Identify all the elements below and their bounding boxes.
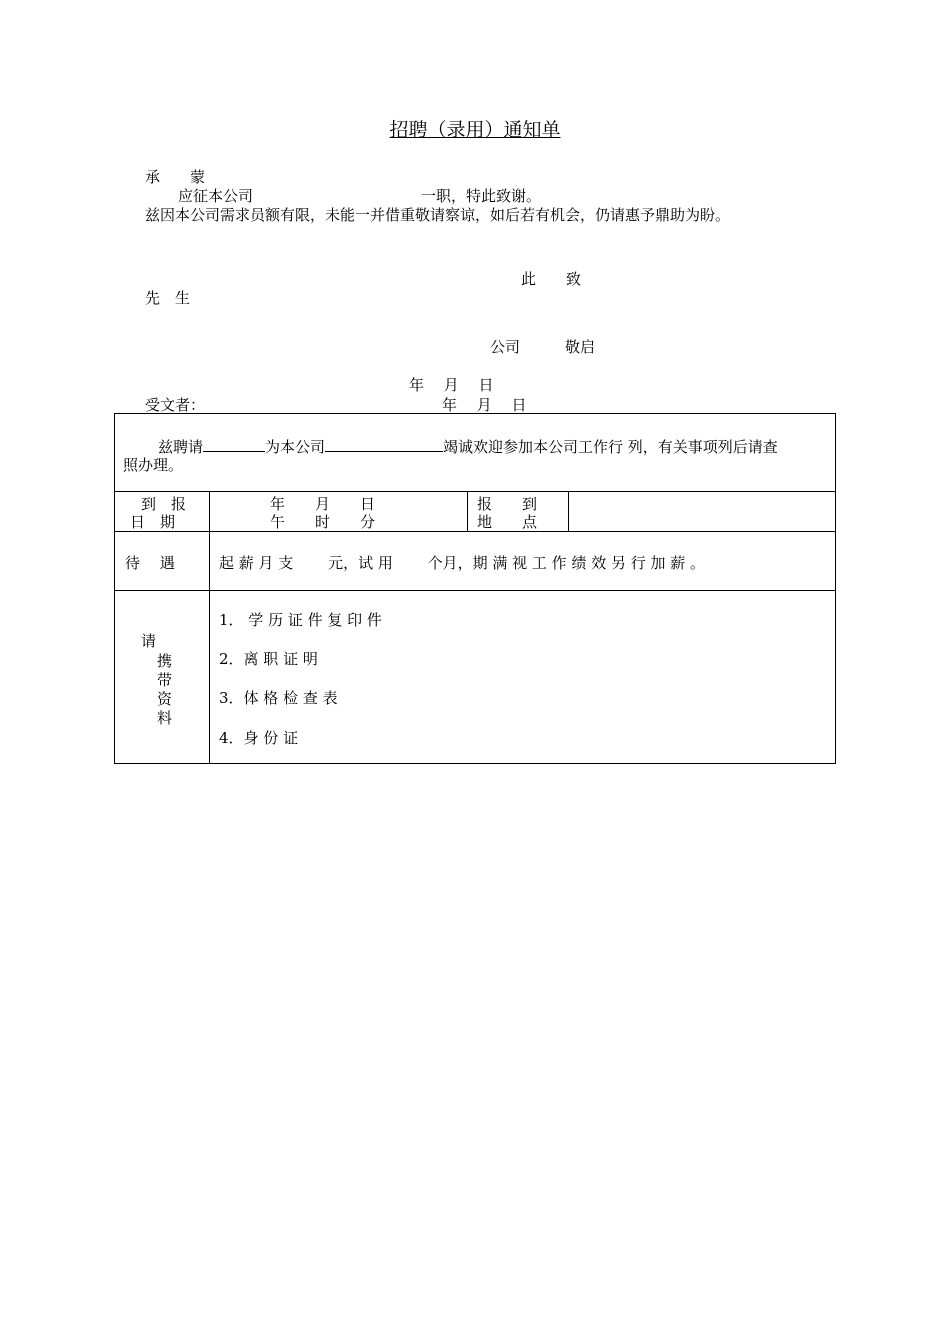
addressee: 先 生 bbox=[145, 289, 191, 307]
report-date-value-1: 年 月 日 bbox=[270, 495, 376, 513]
letter-line-1-suffix: 一职，特此致谢。 bbox=[421, 187, 542, 205]
materials-item: 1． 学 历 证 件 复 印 件 bbox=[219, 611, 382, 629]
materials-label-3: 带 bbox=[157, 671, 173, 689]
letter-line-1-prefix: 应征本公司 bbox=[178, 187, 254, 205]
materials-item: 3．体 格 检 查 表 bbox=[219, 689, 338, 707]
report-date-label-1: 到 报 bbox=[141, 495, 187, 513]
row-divider bbox=[115, 531, 835, 532]
row-divider bbox=[115, 491, 835, 492]
materials-label-1: 请 bbox=[141, 632, 157, 650]
intro-mid: 为本公司 bbox=[265, 438, 326, 456]
signature: 公司 敬启 bbox=[490, 338, 596, 356]
closing: 此 致 bbox=[521, 270, 582, 288]
treatment-value: 起 薪 月 支 元，试 用 个月，期 满 视 工 作 绩 效 另 行 加 薪 。 bbox=[219, 554, 706, 572]
materials-item: 4．身 份 证 bbox=[219, 729, 299, 747]
report-place-label-1: 报 到 bbox=[477, 495, 538, 513]
recipient-date: 年 月 日 bbox=[442, 396, 527, 414]
offer-form bbox=[114, 413, 836, 764]
materials-label-4: 资 bbox=[157, 690, 173, 708]
letter-line-2: 兹因本公司需求员额有限，未能一并借重敬请察谅，如后若有机会，仍请惠予鼎助为盼。 bbox=[145, 206, 731, 224]
form-intro-line-2: 照办理。 bbox=[123, 456, 184, 474]
column-divider bbox=[209, 491, 210, 764]
page-title: 招聘（录用）通知单 bbox=[389, 119, 561, 141]
column-divider bbox=[467, 491, 468, 531]
salutation: 承 蒙 bbox=[145, 168, 206, 186]
materials-label-2: 携 bbox=[157, 652, 173, 670]
position-blank bbox=[325, 437, 443, 452]
form-intro-line-1 bbox=[158, 437, 778, 456]
column-divider bbox=[568, 491, 569, 531]
materials-label-5: 料 bbox=[157, 709, 173, 727]
report-date-label-2: 日 期 bbox=[130, 513, 176, 531]
report-date-value-2: 午 时 分 bbox=[270, 513, 376, 531]
row-divider bbox=[115, 590, 835, 591]
intro-suffix: 竭诚欢迎参加本公司工作行 列，有关事项列后请查 bbox=[443, 438, 778, 456]
appointee-name-blank bbox=[203, 437, 265, 452]
report-place-label-2: 地 点 bbox=[477, 513, 538, 531]
letter-date: 年 月 日 bbox=[409, 376, 494, 394]
treatment-label: 待 遇 bbox=[125, 554, 175, 572]
intro-prefix: 兹聘请 bbox=[158, 438, 204, 456]
materials-item: 2．离 职 证 明 bbox=[219, 650, 318, 668]
recipient-label: 受文者： bbox=[145, 396, 206, 414]
